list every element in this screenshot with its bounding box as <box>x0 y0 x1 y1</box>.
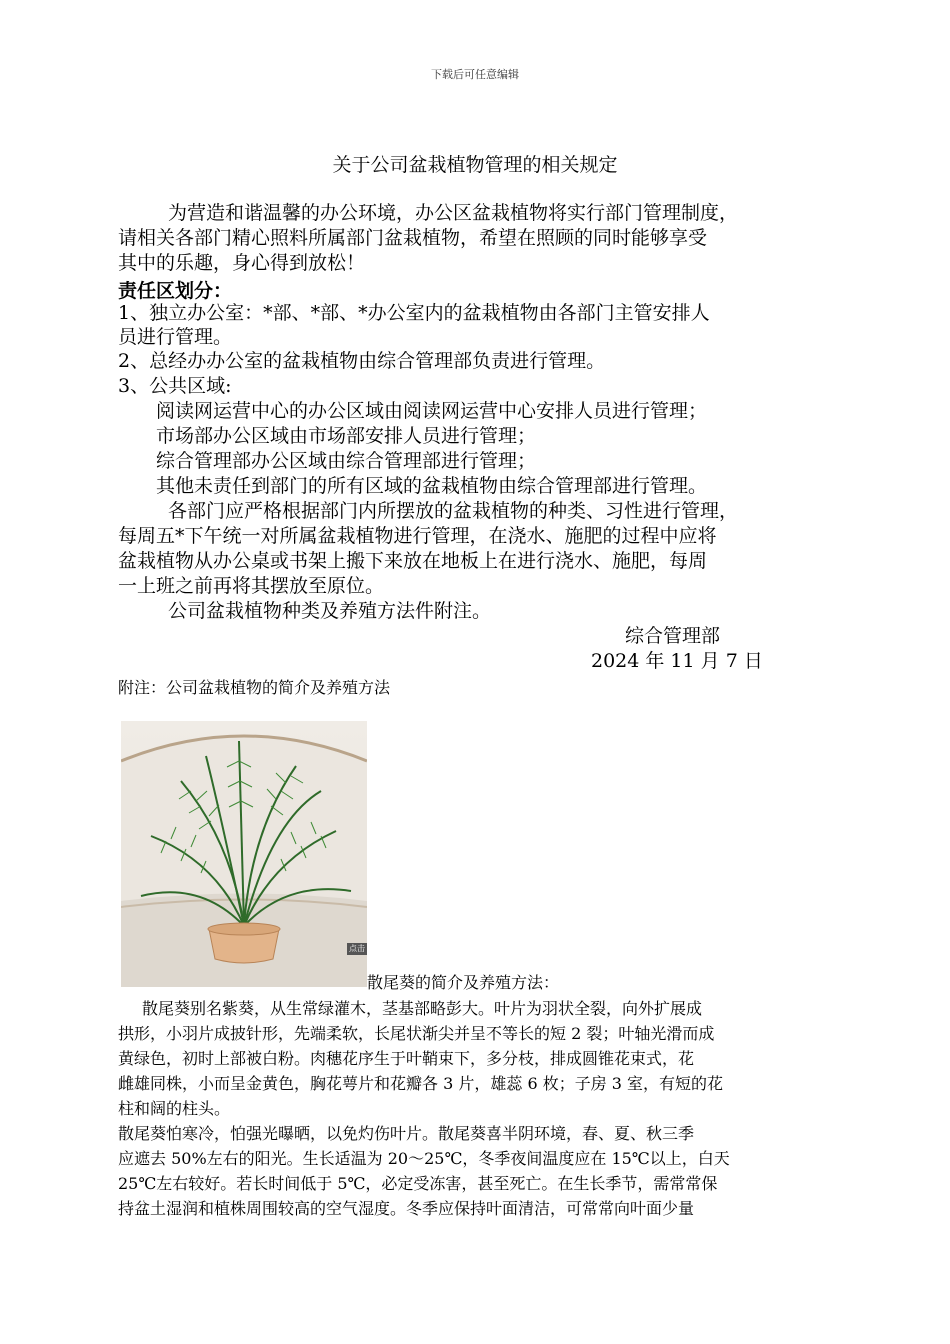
attachment-note: 公司盆栽植物种类及养殖方法件附注。 <box>168 600 492 622</box>
list-item: 3、公共区域: <box>118 375 232 397</box>
rules-line: 一上班之前再将其摆放至原位。 <box>118 575 385 597</box>
rules-line: 每周五*下午统一对所属盆栽植物进行管理，在浇水、施肥的过程中应将 <box>118 525 717 547</box>
page-header: 下载后可任意编辑 <box>431 68 519 81</box>
plant-desc-line: 黄绿色，初时上部被白粉。肉穗花序生于叶鞘束下，多分枝，排成圆锥花束式，花 <box>118 1049 695 1068</box>
intro-line-2: 请相关各部门精心照料所属部门盆栽植物，希望在照顾的同时能够享受 <box>118 227 708 249</box>
palm-plant-photo <box>121 721 367 987</box>
plant-caption: 散尾葵的简介及养殖方法： <box>367 973 560 992</box>
document-title: 关于公司盆栽植物管理的相关规定 <box>332 154 618 176</box>
plant-care-line: 25℃左右较好。若长时间低于 5℃，必定受冻害，甚至死亡。在生长季节，需常常保 <box>118 1174 718 1193</box>
appendix-title: 附注：公司盆栽植物的简介及养殖方法 <box>118 678 391 697</box>
public-area-line: 市场部办公区域由市场部安排人员进行管理； <box>156 425 537 447</box>
list-item: 2、总经办办公室的盆栽植物由综合管理部负责进行管理。 <box>118 350 606 372</box>
signature-date: 2024 年 11 月 7 日 <box>591 650 763 672</box>
rules-line: 各部门应严格根据部门内所摆放的盆栽植物的种类、习性进行管理， <box>168 500 739 522</box>
photo-tag: 点击 <box>349 944 365 953</box>
plant-care-line: 持盆土湿润和植株周围较高的空气湿度。冬季应保持叶面清洁，可常常向叶面少量 <box>118 1199 695 1218</box>
list-item: 员进行管理。 <box>118 326 233 348</box>
plant-desc-line: 拱形，小羽片成披针形，先端柔软，长尾状渐尖并呈不等长的短 2 裂；叶轴光滑而成 <box>118 1024 715 1043</box>
section-heading: 责任区划分： <box>118 280 233 302</box>
public-area-line: 阅读网运营中心的办公区域由阅读网运营中心安排人员进行管理； <box>156 400 708 422</box>
rules-line: 盆栽植物从办公桌或书架上搬下来放在地板上在进行浇水、施肥，每周 <box>118 550 708 572</box>
intro-line-1: 为营造和谐温馨的办公环境，办公区盆栽植物将实行部门管理制度， <box>168 202 739 224</box>
plant-care-line: 应遮去 50%左右的阳光。生长适温为 20～25℃，冬季夜间温度应在 15℃以上，白天 <box>118 1149 730 1168</box>
plant-desc-line: 雌雄同株，小而呈金黄色，胸花萼片和花瓣各 3 片，雄蕊 6 枚；子房 3 室，有短的花 <box>118 1074 724 1093</box>
list-item: 1、独立办公室：*部、*部、*办公室内的盆栽植物由各部门主管安排人 <box>118 302 710 324</box>
plant-desc-line: 柱和阔的柱头。 <box>118 1099 231 1118</box>
intro-line-3: 其中的乐趣，身心得到放松！ <box>118 252 366 274</box>
public-area-line: 其他未责任到部门的所有区域的盆栽植物由综合管理部进行管理。 <box>156 475 708 497</box>
signature-dept: 综合管理部 <box>625 625 721 647</box>
plant-desc-line: 散尾葵别名紫葵，从生常绿灌木，茎基部略彭大。叶片为羽状全裂，向外扩展成 <box>142 999 703 1018</box>
public-area-line: 综合管理部办公区域由综合管理部进行管理； <box>156 450 537 472</box>
plant-care-line: 散尾葵怕寒冷，怕强光曝晒，以免灼伤叶片。散尾葵喜半阴环境，春、夏、秋三季 <box>118 1124 695 1143</box>
